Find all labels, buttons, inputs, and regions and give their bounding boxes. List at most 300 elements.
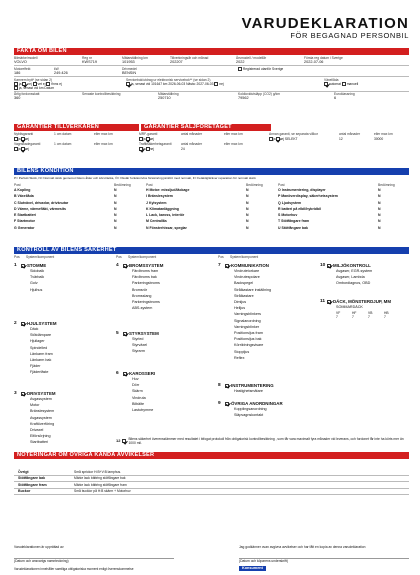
lbl-co2: Koldioxidutsläpp (CO2) g/km	[238, 92, 280, 97]
kondition-letter: M	[146, 219, 149, 224]
kondition-label: Centrallås	[149, 219, 167, 224]
kondition-letter: J	[146, 200, 148, 205]
fakta-row1	[14, 56, 409, 64]
kontroll-group	[14, 263, 114, 293]
group-number: 3	[14, 391, 17, 396]
kondition-rating: N	[114, 194, 117, 199]
kontroll-group	[116, 263, 216, 311]
lbl-regnr: Reg nr	[82, 56, 92, 60]
signature-footer	[14, 545, 409, 571]
kontroll-item: Avgaser, EGR-system	[336, 269, 373, 273]
kontroll-item: Släpvagnskontakt	[234, 413, 264, 418]
kontroll-item: Lastutrymme	[132, 408, 154, 413]
kontroll-item: Avgassystem	[30, 397, 52, 401]
kondition-letter: L	[146, 213, 149, 218]
garanti-left-header: GARANTIER TILLVERKAREN	[14, 124, 139, 131]
kondition-letter: F	[14, 219, 17, 224]
group-checkbox[interactable]	[123, 372, 127, 376]
group-checkbox[interactable]	[21, 392, 25, 396]
konsument-badge: Konsument	[239, 566, 266, 571]
tread-label: VB	[368, 311, 373, 316]
kontroll-item: Startbatteri	[30, 440, 49, 445]
lbl-traffic-safety: Trafiksäkerhetsgaranti	[139, 142, 172, 146]
belt-vetej-label: vet ej	[37, 81, 46, 86]
kontroll-item: Vindrutespolare	[234, 275, 260, 280]
group-checkbox[interactable]	[21, 264, 25, 268]
group-title: ÖVRIGA ANORDNINGAR	[231, 401, 283, 406]
mrf-nej-checkbox[interactable]	[146, 137, 150, 141]
tread-label: HF	[352, 311, 357, 316]
kondition-rating: N	[246, 225, 249, 230]
kondition-label: Fönsterhissar, speglar	[149, 225, 187, 230]
kontroll-item: Varningsblinkers	[234, 312, 261, 317]
service-ja-label: ja, senast vid 101647 km	[130, 81, 168, 86]
kontroll-header: KONTROLL AV BILENS SÄKERHET	[14, 247, 409, 254]
kontroll-item: Helljus	[234, 306, 246, 311]
belt-replaced-line	[14, 86, 126, 90]
kondition-letter: K	[146, 206, 149, 211]
kontroll-item: Backspegel	[234, 281, 254, 286]
traffic-months-value: 24	[181, 147, 185, 151]
lbl-vagnskada-km: eller max km	[94, 142, 113, 146]
footer-buyer-caption: (Datum och köparens underskrift)	[239, 559, 288, 563]
note-label: Övrigt	[18, 469, 29, 474]
fakta-row3	[14, 78, 409, 90]
lbl-vagnskada: Vagnskadegaranti	[14, 142, 41, 146]
col-pos: Pos	[218, 255, 224, 259]
kontroll-item: SOMMARDÄCK	[336, 305, 363, 309]
kontroll-group	[14, 321, 114, 376]
kontroll-item: Positionsljus bak	[234, 337, 262, 342]
col-system: System/komponent	[26, 255, 55, 259]
document-title	[242, 16, 409, 40]
garanti-section	[14, 124, 409, 151]
group-number: 11	[320, 299, 326, 304]
kondition-letter: A	[14, 188, 17, 192]
kondition-rating: N	[378, 188, 381, 192]
lbl-newcar-date: 1 om datum	[54, 132, 72, 136]
kondition-col-1	[14, 183, 149, 231]
val-power: 186	[14, 70, 21, 75]
bilens-sakerhet-text: Bilens säkerhet överensstämmer med resultatet i bifogat protokoll från obligatorisk kontrollbesiktning , som får vara maximalt fyra månader vid leverans, och fordonet får inte ha körts mer än 1000 mil.	[128, 437, 404, 445]
kondition-section	[14, 168, 409, 231]
lbl-newcar-warranty: Nybilsgaranti	[14, 132, 34, 136]
tread-value: 7	[368, 315, 370, 320]
kondition-label: Instrumentering, displayer	[281, 188, 326, 192]
kondition-row	[278, 225, 409, 231]
kontroll-item: Fjäder	[30, 364, 41, 369]
gearbox-auto-label: automat	[328, 81, 341, 86]
val-co2: 79562	[238, 96, 249, 101]
col-head-assess: Bedömning	[246, 183, 263, 187]
gearbox-manual-checkbox[interactable]	[342, 82, 346, 86]
kondition-rating: N	[246, 194, 249, 199]
kondition-item	[146, 225, 246, 231]
kondition-letter: E	[14, 213, 17, 218]
group-checkbox[interactable]	[21, 322, 25, 326]
lbl-mileage: Mätarställning km	[122, 56, 148, 60]
lbl-fuel: Drivmedel	[122, 66, 137, 71]
kondition-row	[14, 225, 146, 231]
lbl-odometer: Mätarställning	[158, 92, 179, 97]
kontroll-item: Huv	[132, 377, 139, 381]
group-number: 4	[116, 263, 119, 268]
belt-replaced-label: ja, senast vid km Datum	[18, 85, 55, 90]
kontroll-item: Avgaser, Lambda	[336, 275, 365, 280]
lbl-power: Motoreffekt	[14, 66, 31, 71]
group-checkbox[interactable]	[327, 264, 331, 268]
kondition-rating: N	[378, 225, 381, 230]
kontroll-group	[116, 331, 216, 355]
group-title: BROMSSYSTEM	[129, 263, 164, 268]
lbl-timing-belt: Kamrem bytt* (se sidan 2)	[14, 77, 53, 82]
kontroll-item: Hjulhus	[30, 287, 43, 292]
val-brand: VOLVO	[14, 60, 27, 64]
kontroll-item: Parkeringsbroms	[132, 281, 160, 286]
kontroll-item: Varningsblinker	[234, 324, 260, 329]
group-number: 8	[218, 383, 221, 388]
kontroll-group	[218, 263, 318, 361]
kontroll-item: Vindruta	[132, 395, 146, 400]
tread-value: 7	[336, 315, 338, 320]
group-title: STOMME	[27, 263, 47, 268]
lbl-gearbox: Växellåda	[324, 77, 339, 82]
kondition-letter: S	[278, 213, 281, 218]
kontroll-item: ABS-system	[132, 306, 153, 311]
fakta-row4	[14, 92, 409, 100]
kondition-letter: G	[14, 225, 17, 230]
note-label: Buckor	[18, 489, 31, 494]
belt-finnsej-label: finns ej	[51, 81, 62, 86]
kondition-letter: N	[146, 225, 149, 230]
gearbox-manual-label: manuell	[346, 81, 359, 86]
lbl-inspection: Senaste kontrollbesiktning	[82, 92, 121, 97]
val-euro: 6	[334, 96, 337, 101]
mrf-nej: nej	[149, 137, 154, 141]
service-nej-label: nej	[219, 81, 224, 86]
group-title: KAROSSERI	[129, 371, 156, 376]
group-checkbox[interactable]	[225, 402, 229, 406]
kontroll-section	[14, 247, 409, 455]
title-main: VARUDEKLARATION	[241, 15, 409, 32]
kondition-label: Klimatanläggning	[149, 206, 179, 211]
newcar-nej-checkbox[interactable]	[21, 137, 25, 141]
kondition-letter: D	[14, 206, 17, 211]
group-number: 10	[320, 263, 326, 268]
kondition-rating: N	[114, 200, 117, 205]
val-tax: 360	[14, 96, 21, 101]
kontroll-item: Positionsljus fram	[234, 331, 263, 336]
kondition-rating: N	[378, 194, 381, 199]
kontroll-item: Ombordiagnos, OBD	[336, 281, 371, 286]
note-text: Märke lack bättring stötfångare fram	[74, 482, 127, 487]
kontroll-item: Dörr	[132, 383, 140, 388]
kondition-rating: N	[378, 200, 381, 205]
lbl-servicebook: Servicebok/utdrag ur elektronisk servicebok** (se sidan 2)	[126, 77, 211, 82]
lbl-tax: Årlig fordonsskatt	[14, 92, 40, 97]
registered-abroad-label: Registrerad utanför Sverige	[242, 66, 284, 71]
note-text: Märke lack bättring stötfångare bak	[74, 476, 126, 481]
kondition-label: Slutväxel, drivaxlar, drivknutar	[17, 200, 69, 205]
note-row	[14, 489, 409, 496]
kondition-label: Generator	[17, 225, 35, 230]
group-number: 2	[14, 321, 17, 326]
group-title: HJULSYSTEM	[27, 321, 57, 326]
kondition-rating: N	[246, 206, 249, 211]
kondition-label: Växellåda	[17, 194, 34, 199]
footer-mandatory: Varudeklarationen innehåller samtliga obligatoriska moment enligt överenskommelse	[14, 566, 134, 571]
bilens-sakerhet	[116, 437, 409, 445]
val-inspection	[82, 96, 158, 100]
lbl-kw: kW	[54, 66, 59, 71]
belt-ja-label: ja	[18, 81, 22, 86]
kondition-letter: H	[146, 188, 149, 192]
kontroll-item: Bromsslang	[132, 293, 152, 298]
group-checkbox[interactable]	[327, 300, 331, 304]
kondition-letter: O	[278, 188, 281, 192]
divider	[14, 65, 409, 66]
other-ja: ja	[273, 137, 276, 141]
kontroll-item: Styrarm	[132, 349, 145, 354]
kontroll-item: Bränslesystem	[30, 409, 55, 414]
kontroll-item: Motor	[30, 403, 40, 408]
kontroll-item: Vindrutetorkare	[234, 269, 260, 273]
mrf-ja: ja	[143, 137, 146, 141]
kontroll-group	[320, 299, 409, 319]
kondition-columns	[14, 183, 409, 231]
bilens-sakerhet-checkbox[interactable]	[122, 439, 126, 443]
kondition-label: Stötfångare fram	[281, 219, 310, 224]
traffic-ja-checkbox[interactable]	[139, 147, 143, 151]
garanti-right-header: GARANTIER SÄLJFÖRETAGET	[141, 124, 271, 131]
bilens-sakerhet-num: 12	[116, 438, 121, 443]
kondition-rating: N	[114, 219, 117, 224]
val-firstreg: 2022-07-06	[304, 60, 324, 64]
gearbox-options	[324, 82, 409, 86]
note-label: Stötfångare bak	[18, 476, 46, 481]
group-number: 1	[14, 263, 17, 268]
vagnskada-ja: ja	[18, 147, 21, 151]
lbl-other-km: eller max km	[374, 132, 393, 136]
col-system: System/komponent	[230, 255, 259, 259]
col-pos: Pos	[14, 255, 20, 259]
footer-approval: Jag godkänner ovan avgivna avvikelser och har fått en kopia av denna varudeklaration	[239, 545, 366, 549]
kondition-letter: B	[14, 194, 17, 199]
traffic-nej: nej	[149, 147, 154, 151]
kondition-label: Ljudsystem	[281, 200, 302, 205]
val-kw: 249.426	[54, 70, 68, 75]
footer-seller-caption: (Datum och ansvarigs namnteckning)	[14, 559, 69, 563]
kontroll-item: Tvärbalk	[30, 275, 45, 280]
service-ja-checkbox[interactable]	[126, 82, 130, 86]
kondition-letter: I	[146, 194, 147, 199]
garanti-grid	[14, 132, 409, 151]
kondition-label: Bränslesystem	[147, 194, 173, 199]
lbl-other-warranty: Annan garanti, se separata villkor	[269, 132, 318, 136]
lbl-other-months: antal månader	[339, 132, 361, 136]
kondition-rating: N	[246, 200, 249, 205]
kontroll-item: Strålkastare inställning	[234, 287, 272, 292]
lbl-mrf-km: eller max km	[224, 132, 243, 136]
col-head-post: Post	[14, 183, 21, 187]
other-months-value: 12	[339, 137, 343, 141]
kondition-letter: C	[14, 200, 17, 205]
kontroll-item: Bilbälte	[132, 401, 145, 406]
kondition-header: BILENS KONDITION	[14, 168, 409, 175]
lbl-brand: Bilmärke/modell	[14, 56, 38, 60]
group-title: DÄCK, MÖNSTERDJUP, MM	[333, 299, 391, 304]
kontroll-group	[218, 383, 318, 394]
kondition-rating: N	[114, 206, 117, 211]
kondition-label: Lack, kaross, interiör	[149, 213, 185, 218]
kontroll-item: Färdbroms bak	[132, 275, 157, 280]
kondition-label: Kylsystem	[148, 200, 167, 205]
kontroll-item: Sidobalk	[30, 269, 45, 273]
kondition-rating: N	[378, 213, 381, 218]
tread-label: VF	[336, 311, 341, 316]
kondition-label: Manöverdisplay, säkerhetssystem	[281, 194, 338, 199]
kondition-letter: R	[278, 206, 281, 211]
col-head-assess: Bedömning	[378, 183, 395, 187]
lbl-modelyear: Årsmodell / modellår	[236, 56, 267, 60]
kondition-rating: N	[114, 225, 117, 230]
kondition-label: Startbatteri	[17, 213, 36, 218]
kontroll-group	[218, 401, 318, 418]
group-checkbox[interactable]	[225, 264, 229, 268]
lbl-mrf-months: antal månader	[181, 132, 203, 136]
kontroll-item: Avgassystem	[30, 415, 52, 420]
kontroll-item: Strålkastare	[234, 293, 254, 298]
kondition-item	[278, 225, 378, 231]
kondition-col-2	[146, 183, 281, 231]
kontroll-item: Bromsrör	[132, 287, 148, 292]
kontroll-item: Kopplingsanordning	[234, 407, 267, 411]
belt-nej-label: nej	[27, 81, 32, 86]
kondition-rating: N	[246, 188, 249, 192]
col-head-post: Post	[146, 183, 153, 187]
tread-value: 7	[352, 315, 354, 320]
val-mileage: 101953	[122, 60, 135, 64]
val-regnr: KWS719	[82, 60, 97, 64]
other-nej-checkbox[interactable]	[276, 137, 280, 141]
note-text: Små sprickor H:B+V:B lamphus.	[74, 469, 122, 474]
val-odometer: 250710	[158, 96, 171, 101]
group-checkbox[interactable]	[123, 332, 127, 336]
kontroll-item: Drivaxel	[30, 428, 44, 433]
group-number: 9	[218, 401, 221, 406]
belt-nej-checkbox[interactable]	[22, 82, 26, 86]
newcar-nej: nej	[24, 137, 29, 141]
kondition-letter: T	[278, 219, 281, 224]
kontroll-item: Länkarm fram	[30, 351, 53, 356]
col-head-post: Post	[278, 183, 285, 187]
other-nej: nej SELEKT	[279, 137, 298, 141]
kontroll-item: Golv	[30, 281, 38, 286]
kontroll-group	[320, 263, 409, 287]
kontroll-item: Elförsörjning	[30, 434, 51, 439]
kondition-letter: Q	[278, 200, 281, 205]
noteringar-header: NOTERINGAR OM ÖVRIGA KÄNDA AVVIKELSER	[14, 452, 409, 459]
kondition-label: Kopling	[17, 188, 31, 192]
kontroll-item: Dimljus	[234, 300, 247, 305]
kondition-label: Stötfångare bak	[281, 225, 308, 230]
kondition-rating: N	[378, 206, 381, 211]
kondition-label: Motorhuv	[281, 213, 298, 218]
lbl-manufactured: Tillverkningsår och månad	[170, 56, 209, 60]
note-label: Stötfångare fram	[18, 482, 47, 487]
tread-value: 7	[384, 315, 386, 320]
kontroll-item: Länkarm bak	[30, 358, 52, 363]
gearbox-auto-checkbox[interactable]	[324, 82, 328, 86]
lbl-traffic-months: antal månader	[181, 142, 203, 146]
group-title: MILJÖKONTROLL	[333, 263, 371, 268]
kontroll-item: Stoppljus	[234, 349, 250, 354]
vagnskada-nej-checkbox[interactable]	[21, 147, 25, 151]
kontroll-item: Signalanordning	[234, 318, 261, 323]
val-manufactured: 202207	[170, 60, 183, 64]
kondition-label: batteri på elbil/hybridbil	[281, 206, 321, 211]
group-checkbox[interactable]	[225, 384, 229, 388]
divider	[14, 91, 409, 92]
notes-list	[14, 469, 409, 495]
col-system: System/komponent	[128, 255, 157, 259]
kontroll-item: Parkeringsbroms	[132, 300, 160, 305]
kontroll-item: Styrled	[132, 337, 144, 341]
other-km-value: 30000	[374, 137, 384, 141]
kontroll-item: Fjäderfäste	[30, 370, 49, 375]
vagnskada-nej: nej	[24, 147, 29, 151]
note-text: Små bucklor på H:B skärm + Motorhuv	[74, 489, 131, 494]
kontroll-item: Hastighetsmätare	[234, 389, 263, 393]
kondition-rating: N	[246, 219, 249, 224]
group-title: INSTRUMENTERING	[231, 383, 274, 388]
lbl-mrf: MRF-garanti	[139, 132, 158, 136]
group-title: STYRSYSTEM	[129, 331, 159, 336]
kontroll-item: Körriktningsvisare	[234, 343, 264, 348]
kontroll-item: Skärm	[132, 389, 143, 394]
kontroll-item: Kraftöverföring	[30, 421, 55, 426]
kondition-row	[146, 225, 278, 231]
fakta-header: FAKTA OM BILEN	[14, 48, 409, 55]
group-checkbox[interactable]	[123, 264, 127, 268]
kondition-label: Motor: missljud/läckage	[149, 188, 190, 192]
tread-values	[320, 315, 409, 319]
col-pos: Pos	[116, 255, 122, 259]
kontroll-group	[116, 371, 216, 413]
kondition-rating: N	[246, 213, 249, 218]
kontroll-item: Styrväxel	[132, 343, 148, 348]
kondition-col-3	[278, 183, 409, 231]
kondition-rating: N	[114, 213, 117, 218]
group-number: 6	[116, 371, 119, 376]
kondition-label: Startmotor	[17, 219, 36, 224]
fakta-row2	[14, 67, 409, 75]
tread-label: HB	[384, 311, 389, 316]
kondition-rating: N	[114, 188, 117, 192]
belt-replaced-checkbox[interactable]	[14, 86, 18, 90]
kondition-letter: P	[278, 194, 281, 199]
lbl-vagnskada-date: 1 om datum	[54, 142, 72, 146]
newcar-ja: ja	[18, 137, 21, 141]
kondition-item	[14, 225, 114, 231]
val-modelyear: 2022	[236, 60, 245, 64]
val-fuel: BENSIN	[122, 70, 137, 75]
service-nej-checkbox[interactable]	[214, 82, 218, 86]
group-title: DRIVSYSTEM	[27, 391, 56, 396]
kondition-label: Värme, värmefläkt, värmesits	[17, 206, 66, 211]
fakta-section	[14, 48, 409, 101]
noteringar-section	[14, 452, 409, 495]
